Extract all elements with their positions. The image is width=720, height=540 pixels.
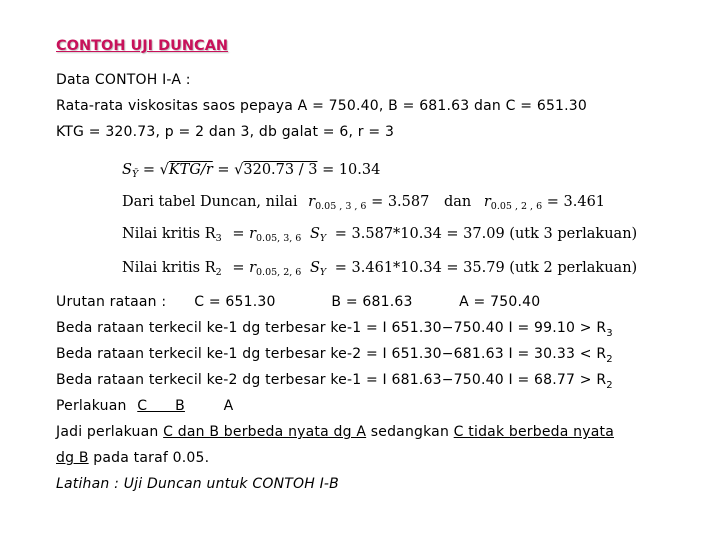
k3-s: S <box>309 226 320 242</box>
latihan-line: Latihan : Uji Duncan untuk CONTOH I-B <box>56 476 339 492</box>
sy-formula <box>122 162 380 180</box>
k2-label: Nilai kritis R <box>122 260 216 276</box>
jadi-underline-2: C tidak berbeda nyata <box>453 424 614 440</box>
k2-r: r <box>249 260 257 276</box>
sy-ktg: KTG/r <box>168 162 213 178</box>
beda2-text: Beda rataan terkecil ke-1 dg terbesar ke-2 = I 651.30−681.63 I = 30.33 < R <box>56 346 607 362</box>
slide-title: CONTOH UJI DUNCAN <box>56 38 229 54</box>
perlakuan-label: Perlakuan <box>56 398 127 414</box>
k3-label: Nilai kritis R <box>122 226 216 242</box>
jadi-line-1 <box>56 424 614 440</box>
sy-value: 10.34 <box>338 162 381 178</box>
beda3-sub: 2 <box>606 379 613 391</box>
sy-symbol: S <box>122 162 132 178</box>
perlakuan-underlined-group: C B <box>137 398 185 414</box>
k3-ssub: Y <box>319 233 327 244</box>
beda-line-3 <box>56 372 613 391</box>
means-line: Rata-rata viskositas saos pepaya A = 750.40, B = 681.63 dan C = 651.30 <box>56 98 588 114</box>
k2-s: S <box>309 260 320 276</box>
jadi-text-1: Jadi perlakuan <box>56 424 159 440</box>
urutan-line: Urutan rataan : C = 651.30 B = 681.63 A = 750.40 <box>56 294 541 310</box>
k3-value: = 3.587*10.34 = 37.09 (utk 3 perlakuan) <box>334 226 638 242</box>
r2-value: = 3.461 <box>546 194 606 210</box>
data-heading: Data CONTOH I-A : <box>56 72 191 88</box>
beda3-text: Beda rataan terkecil ke-2 dg terbesar ke-1 = I 681.63−750.40 I = 68.77 > R <box>56 372 607 388</box>
sy-eq: = <box>142 162 155 178</box>
jadi-mid: sedangkan <box>366 424 454 440</box>
k2-eq: = <box>232 260 245 276</box>
perlakuan-line <box>56 398 233 414</box>
perlakuan-a: A <box>223 398 234 414</box>
formula-block <box>122 156 642 282</box>
r2-symbol: r <box>483 194 491 210</box>
k2-value: = 3.461*10.34 = 35.79 (utk 2 perlakuan) <box>334 260 638 276</box>
k3-r: r <box>249 226 257 242</box>
beda-line-1 <box>56 320 613 339</box>
beda-line-2 <box>56 346 613 365</box>
ktg-line: KTG = 320.73, p = 2 dan 3, db galat = 6, r = 3 <box>56 124 395 140</box>
sy-eq3: = <box>322 162 335 178</box>
beda1-sub: 3 <box>606 327 613 339</box>
sy-eq2: = <box>217 162 230 178</box>
jadi-end: pada taraf 0.05. <box>88 450 210 466</box>
sqrt-icon: √ <box>234 162 244 178</box>
r1-value: = 3.587 <box>371 194 430 210</box>
k3-eq: = <box>232 226 245 242</box>
k2-sub: 2 <box>215 267 222 278</box>
dan-text: dan <box>443 194 472 210</box>
jadi-underline-1: C dan B berbeda nyata dg A <box>163 424 367 440</box>
beda1-text: Beda rataan terkecil ke-1 dg terbesar ke-1 = I 651.30−750.40 I = 99.10 > R <box>56 320 607 336</box>
r2-sub: 0.05 , 2 , 6 <box>490 201 543 212</box>
k3-sub: 3 <box>215 233 222 244</box>
duncan-table-line <box>122 194 605 212</box>
k3-rsub: 0.05, 3, 6 <box>256 233 302 244</box>
tabel-text: Dari tabel Duncan, nilai <box>122 194 298 210</box>
jadi-underline-3: dg B <box>56 450 89 466</box>
jadi-line-2 <box>56 450 209 466</box>
k2-rsub: 0.05, 2, 6 <box>256 267 302 278</box>
critical-r2-line <box>122 260 637 278</box>
r1-sub: 0.05 , 3 , 6 <box>315 201 367 212</box>
r1-symbol: r <box>308 194 316 210</box>
beda2-sub: 2 <box>606 353 613 365</box>
sy-num: 320.73 / 3 <box>243 162 318 178</box>
k2-ssub: Y <box>319 267 327 278</box>
critical-r3-line <box>122 226 637 244</box>
sy-sub: Ȳ <box>131 169 139 180</box>
sqrt-icon: √ <box>159 162 169 178</box>
